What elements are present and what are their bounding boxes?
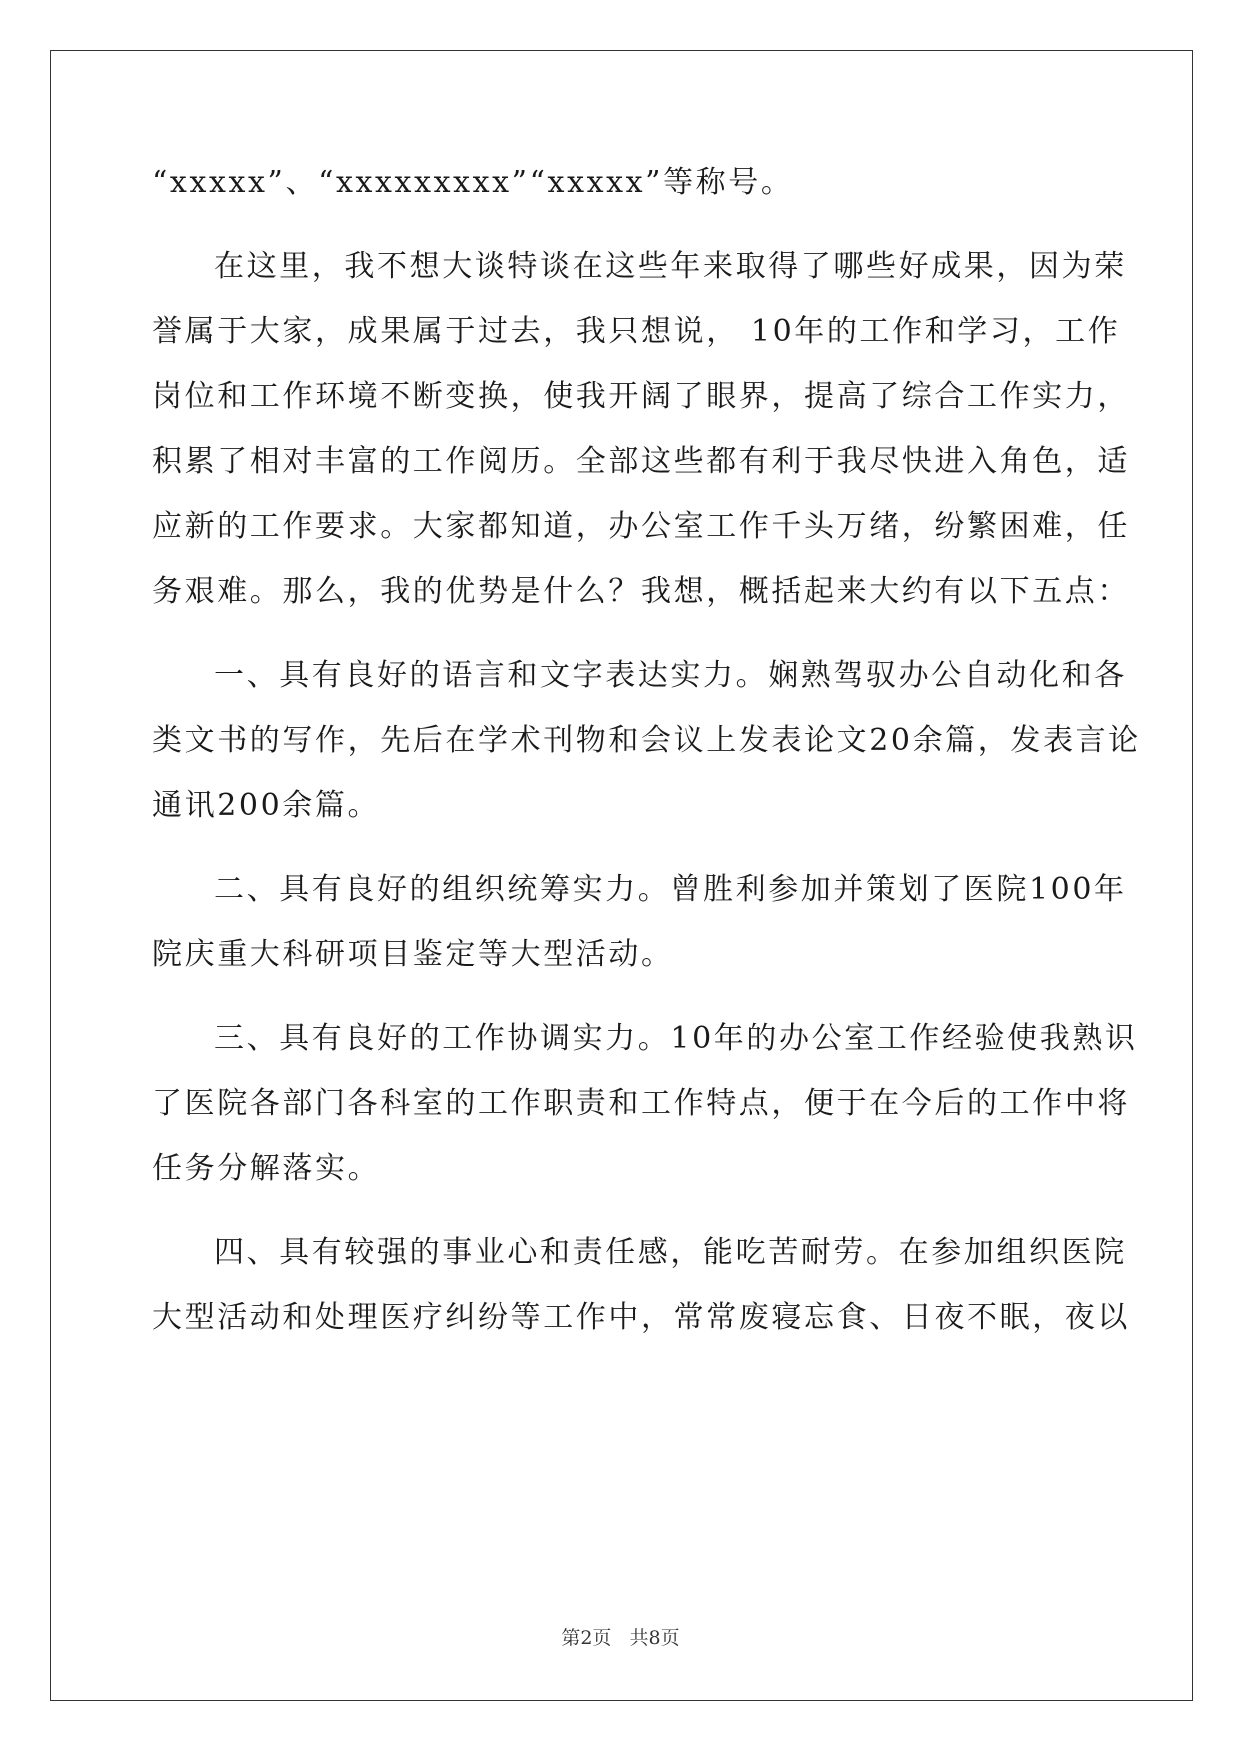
text-line: 类文书的写作，先后在学术刊物和会议上发表论文20余篇，发表言论 (152, 723, 1141, 758)
text-line: “xxxxx”、“xxxxxxxxx”“xxxxx”等称号。 (152, 165, 794, 200)
text-line: 积累了相对丰富的工作阅历。全部这些都有利于我尽快进入角色，适 (152, 444, 1130, 479)
document-body (152, 150, 1141, 1350)
paragraph-first-line: 三、具有良好的工作协调实力。10年的办公室工作经验使我熟识 (214, 1021, 1138, 1056)
text-line: 岗位和工作环境不断变换，使我开阔了眼界，提高了综合工作实力， (152, 379, 1130, 414)
text-line: 通讯200余篇。 (152, 788, 381, 823)
text-line: 了医院各部门各科室的工作职责和工作特点，便于在今后的工作中将 (152, 1086, 1130, 1121)
paragraph-first-line: 二、具有良好的组织统筹实力。曾胜利参加并策划了医院100年 (214, 872, 1127, 907)
text-line: 务艰难。那么，我的优势是什么？我想，概括起来大约有以下五点： (152, 574, 1130, 609)
text-line: 誉属于大家，成果属于过去，我只想说， 10年的工作和学习，工作 (152, 314, 1121, 349)
paragraph-first-line: 在这里，我不想大谈特谈在这些年来取得了哪些好成果，因为荣 (214, 249, 1127, 284)
paragraph-first-line: 四、具有较强的事业心和责任感，能吃苦耐劳。在参加组织医院 (214, 1235, 1127, 1270)
paragraph-first-line: 一、具有良好的语言和文字表达实力。娴熟驾驭办公自动化和各 (214, 658, 1127, 693)
page-number-footer: 第2页 共8页 (561, 1627, 680, 1649)
text-line: 大型活动和处理医疗纠纷等工作中，常常废寝忘食、日夜不眠，夜以 (152, 1300, 1130, 1335)
text-line: 应新的工作要求。大家都知道，办公室工作千头万绪，纷繁困难，任 (152, 509, 1130, 544)
text-line: 任务分解落实。 (152, 1151, 381, 1186)
text-line: 院庆重大科研项目鉴定等大型活动。 (152, 937, 674, 972)
